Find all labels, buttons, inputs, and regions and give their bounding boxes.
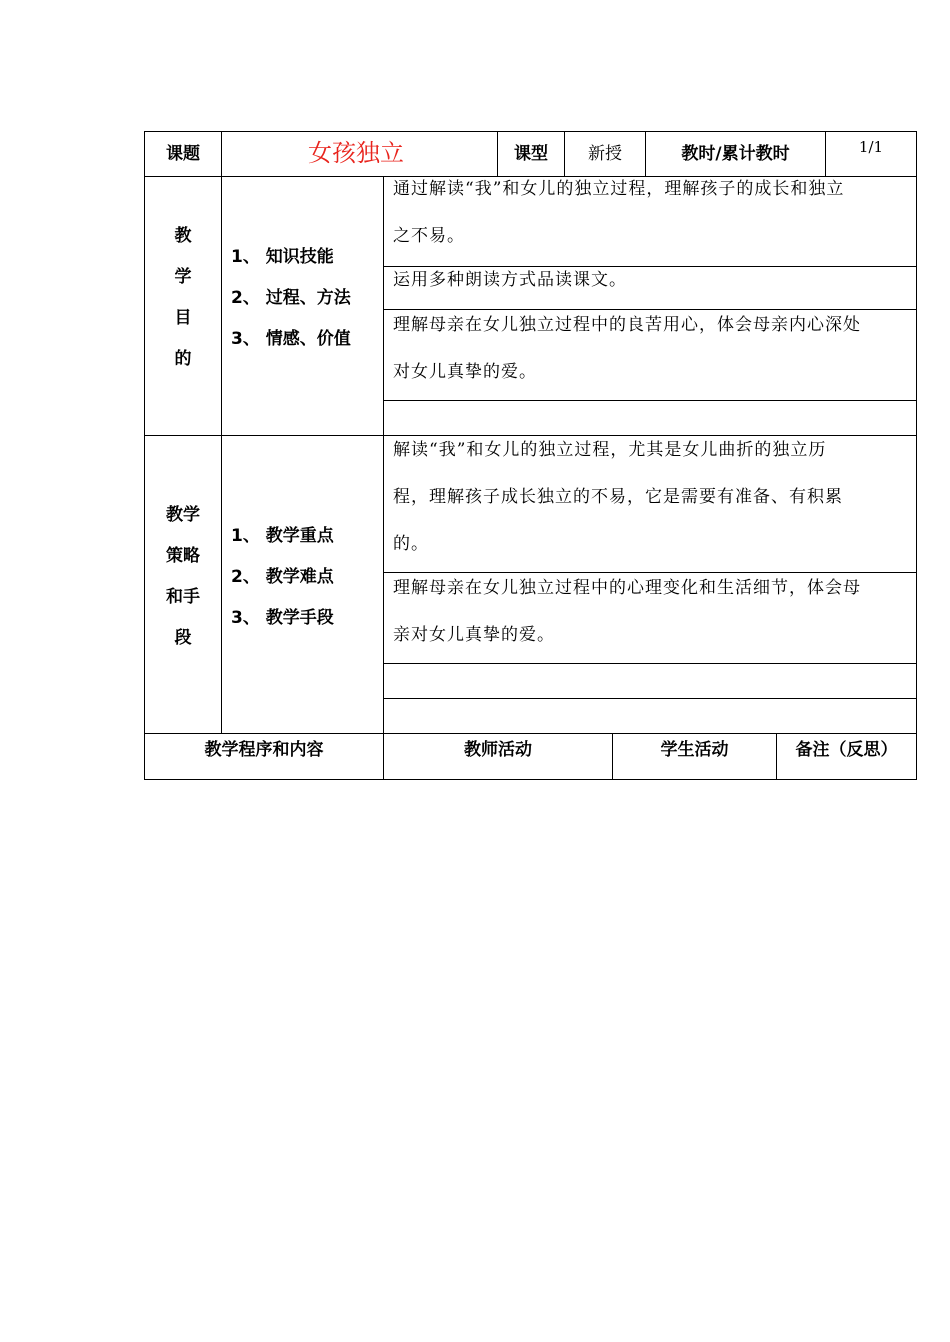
strategy-item: 3、 教学手段 [231, 608, 334, 628]
objectives-label-char: 学 [174, 267, 192, 287]
strategy-label-line: 和手 [166, 587, 200, 607]
table-border-right [916, 131, 917, 780]
strategy-label-line: 段 [174, 628, 192, 648]
footer-procedure-header: 教学程序和内容 [204, 740, 324, 760]
strategy-row-2 [393, 565, 915, 659]
footer-teacher-header: 教师活动 [464, 740, 532, 760]
objectives-row-3 [393, 302, 915, 396]
text-line: 亲对女儿真挚的爱。 [393, 625, 555, 645]
table-border-top [144, 131, 917, 132]
hours-label: 教时/累计教时 [681, 144, 790, 164]
strategy-items [231, 516, 381, 639]
objectives-item: 1、 知识技能 [231, 247, 334, 267]
objectives-row-2 [393, 257, 915, 304]
text-line: 程，理解孩子成长独立的不易，它是需要有准备、有积累 [393, 487, 843, 507]
type-value: 新授 [588, 144, 622, 164]
objectives-label-char: 教 [174, 226, 192, 246]
text-line: 的。 [393, 534, 429, 554]
text-line: 运用多种朗读方式品读课文。 [393, 270, 627, 290]
objectives-item: 3、 情感、价值 [231, 329, 351, 349]
strategy-row-1 [393, 427, 915, 568]
text-line: 解读“我”和女儿的独立过程，尤其是女儿曲折的独立历 [393, 440, 827, 460]
col-divider [383, 176, 384, 780]
topic-label: 课题 [166, 144, 200, 164]
row-divider [383, 698, 917, 699]
objectives-label-char: 目 [174, 308, 192, 328]
objectives-section-label [145, 216, 221, 380]
objectives-label-char: 的 [174, 349, 192, 369]
objectives-row-1 [393, 166, 915, 260]
text-line: 之不易。 [393, 226, 465, 246]
hours-value: 1/1 [858, 138, 884, 156]
col-divider [221, 131, 222, 734]
row-divider [383, 663, 917, 664]
row-divider [383, 400, 917, 401]
strategy-item: 1、 教学重点 [231, 526, 334, 546]
type-label: 课型 [514, 144, 548, 164]
table-border-bottom [144, 779, 917, 780]
strategy-section-label [145, 495, 221, 659]
objectives-item: 2、 过程、方法 [231, 288, 351, 308]
text-line: 对女儿真挚的爱。 [393, 362, 537, 382]
footer-student-header: 学生活动 [660, 740, 729, 760]
objectives-items [231, 237, 381, 360]
footer-notes-header: 备注（反思） [795, 740, 898, 760]
text-line: 通过解读“我”和女儿的独立过程，理解孩子的成长和独立 [393, 179, 845, 199]
topic-title: 女孩独立 [308, 139, 404, 167]
text-line: 理解母亲在女儿独立过程中的心理变化和生活细节，体会母 [393, 578, 861, 598]
strategy-label-line: 教学 [166, 505, 200, 525]
row-divider [144, 733, 917, 734]
strategy-item: 2、 教学难点 [231, 567, 334, 587]
text-line: 理解母亲在女儿独立过程中的良苦用心，体会母亲内心深处 [393, 315, 861, 335]
strategy-label-line: 策略 [166, 546, 200, 566]
